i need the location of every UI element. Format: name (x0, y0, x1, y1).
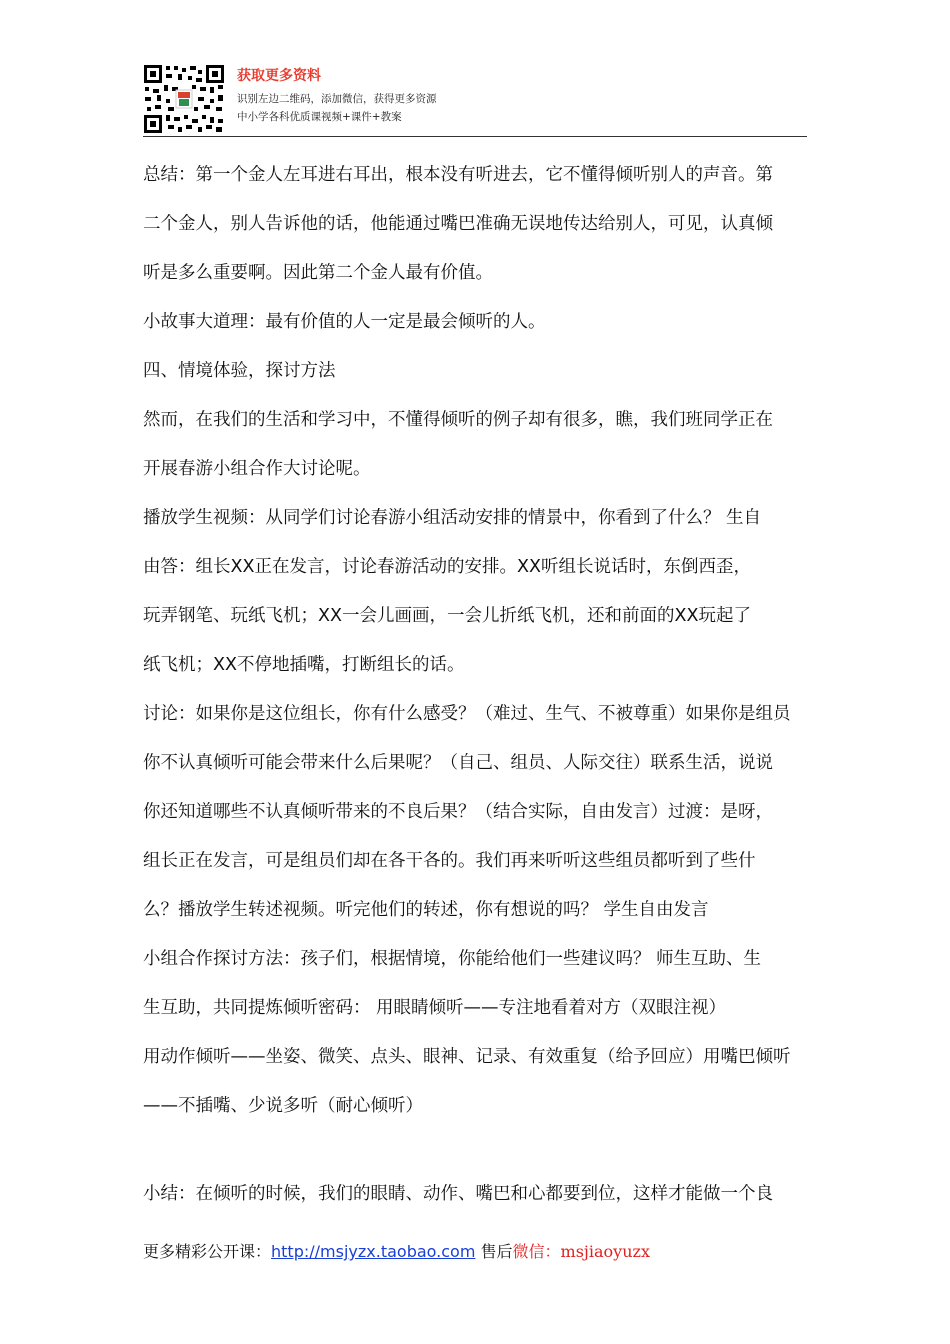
paragraph-video: 播放学生视频：从同学们讨论春游小组活动安排的情景中，你看到了什么？ 生自 由答：组长XX正在发言，讨论春游活动的安排。XX听组长说话时，东倒西歪， 玩弄钢笔、玩纸飞机；XX一会儿画画，一会儿折纸飞机，还和前面的XX玩起了 纸飞机；XX不停地插嘴，打断组长的话。 (143, 508, 762, 675)
paragraph-conclusion: 小结：在倾听的时候，我们的眼睛、动作、嘴巴和心都要到位，这样才能做一个良 (143, 1184, 773, 1204)
header-text (237, 66, 437, 126)
paragraph-moral: 小故事大道理：最有价值的人一定是最会倾听的人。 (143, 312, 546, 332)
header-subtitle: 识别左边二维码，添加微信，获得更多资源 (237, 93, 437, 105)
footer-wechat-id: msjiaoyuzx (560, 1242, 650, 1261)
paragraph-discussion: 讨论：如果你是这位组长，你有什么感受？（难过、生气、不被尊重）如果你是组员 你不认真倾听可能会带来什么后果呢？（自己、组员、人际交往）联系生活，说说 你还知道哪些不认真倾听带来的不良后果？（结合实际，自由发言）过渡：是呀， 组长正在发言，可是组员们却在各干各的。我们再来听听这些组员都听到了些什 么？播放学生转述视频。听完他们的转述，你有想说的吗？ 学生自由发言 (143, 704, 791, 920)
paragraph-group-method: 小组合作探讨方法：孩子们，根据情境，你能给他们一些建议吗？ 师生互助、生 生互助，共同提炼倾听密码： 用眼睛倾听——专注地看着对方（双眼注视） 用动作倾听——坐姿、微笑、点头、眼神、记录、有效重复（给予回应）用嘴巴倾听 ——不插嘴、少说多听（耐心倾听） (143, 949, 791, 1116)
header-tagline: 中小学各科优质课视频+课件+教案 (237, 111, 402, 123)
paragraph-summary: 总结：第一个金人左耳进右耳出，根本没有听进去，它不懂得倾听别人的声音。第 二个金人，别人告诉他的话，他能通过嘴巴准确无误地传达给别人，可见，认真倾 听是多么重要啊。因此第二个金人最有价值。 (143, 165, 773, 283)
qr-code-icon (143, 64, 225, 134)
footer-wechat-label: 微信： (512, 1242, 561, 1261)
header-divider (143, 136, 807, 137)
footer-prefix: 更多精彩公开课： (143, 1242, 272, 1261)
footer-middle: 售后 (475, 1242, 513, 1261)
header-title: 获取更多资料 (237, 68, 321, 84)
footer-link[interactable]: http://msjyzx.taobao.com (271, 1242, 476, 1261)
section-heading: 四、情境体验，探讨方法 (143, 361, 336, 381)
page-footer (143, 1240, 650, 1264)
paragraph-intro: 然而，在我们的生活和学习中，不懂得倾听的例子却有很多，瞧，我们班同学正在 开展春游小组合作大讨论呢。 (143, 410, 773, 479)
page-header (143, 64, 807, 138)
